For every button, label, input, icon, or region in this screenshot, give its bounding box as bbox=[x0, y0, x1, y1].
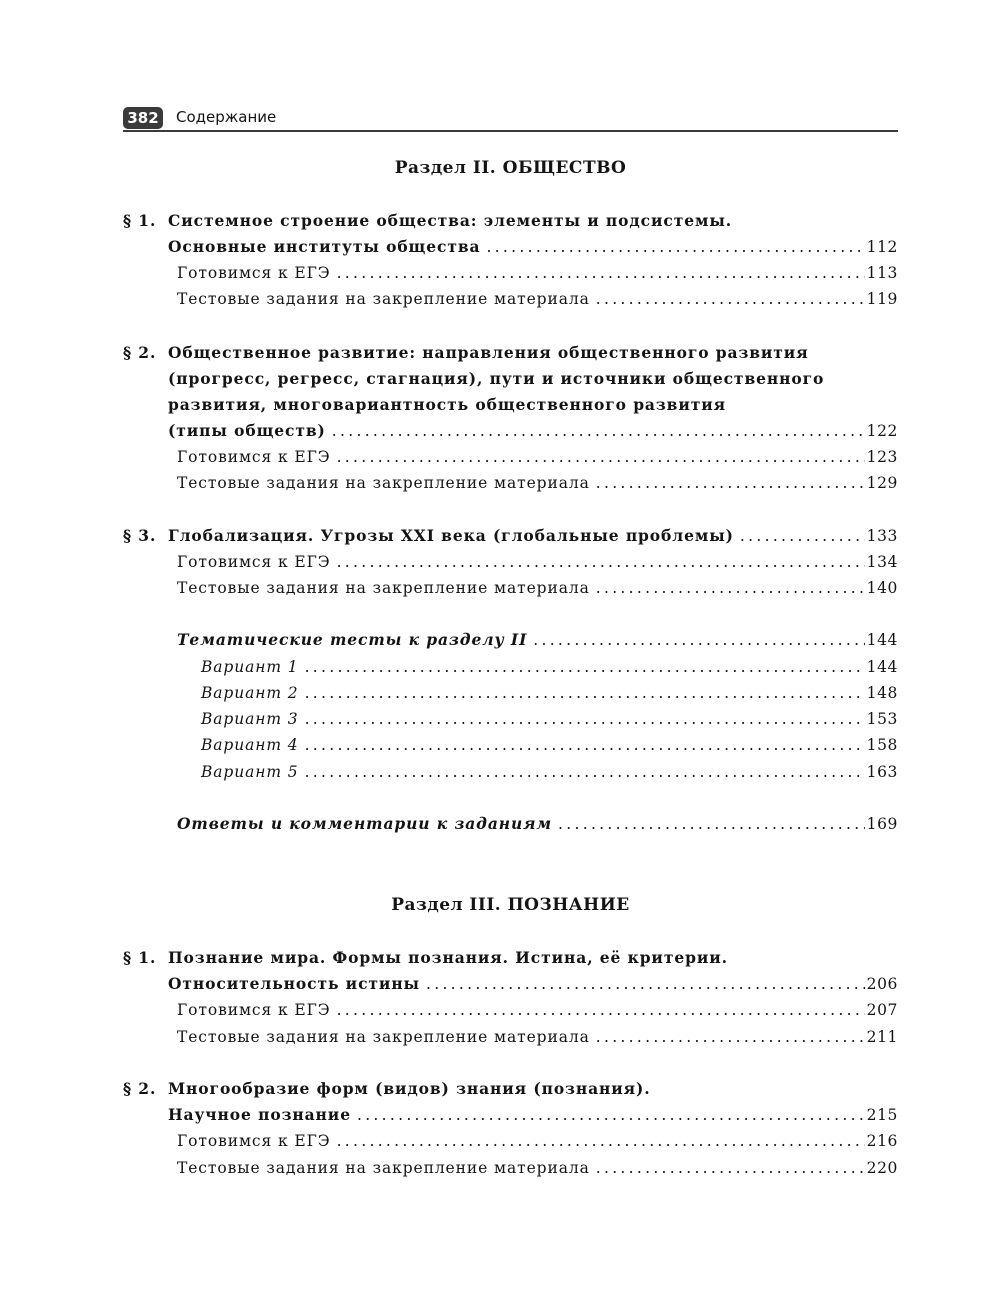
subentry-label: Тестовые задания на закрепление материала bbox=[177, 579, 590, 597]
subentry-label: Тестовые задания на закрепление материала bbox=[177, 1159, 590, 1177]
page-ref: 153 bbox=[866, 710, 898, 728]
page-ref: 140 bbox=[866, 579, 898, 597]
dot-leader bbox=[740, 523, 865, 549]
page-ref: 144 bbox=[866, 658, 898, 676]
toc-entry-thematic-tests[interactable] bbox=[177, 627, 898, 653]
toc-entry-answers[interactable] bbox=[177, 811, 898, 837]
toc-entry-s3-p1-tests[interactable] bbox=[177, 1024, 898, 1050]
toc-entry-s2-p3[interactable] bbox=[123, 523, 898, 549]
dot-leader bbox=[305, 732, 865, 758]
page-ref: 123 bbox=[866, 448, 898, 466]
dot-leader bbox=[596, 1024, 865, 1050]
page-ref: 169 bbox=[866, 815, 898, 833]
toc-entry-variant-3[interactable] bbox=[201, 706, 898, 732]
subentry-label: Тестовые задания на закрепление материала bbox=[177, 1028, 590, 1046]
running-header bbox=[123, 106, 898, 132]
page-ref: 211 bbox=[866, 1028, 898, 1046]
dot-leader bbox=[486, 234, 864, 260]
paragraph-title: Системное строение общества: элементы и подсистемы. bbox=[168, 211, 733, 230]
paragraph-title-cont: (прогресс, регресс, стагнация), пути и источники общественного bbox=[168, 369, 825, 388]
toc-entry-variant-2[interactable] bbox=[201, 680, 898, 706]
toc-entry-s3-p1[interactable] bbox=[168, 971, 898, 997]
toc-entry-s3-p2[interactable] bbox=[168, 1102, 898, 1128]
running-title: Содержание bbox=[176, 108, 277, 126]
dot-leader bbox=[305, 759, 865, 785]
paragraph-title-cont: (типы обществ) bbox=[168, 421, 326, 440]
toc-entry-variant-1[interactable] bbox=[201, 654, 898, 680]
subentry-label: Готовимся к ЕГЭ bbox=[177, 1001, 331, 1019]
paragraph-number: § 1. bbox=[123, 211, 157, 230]
subentry-label: Готовимся к ЕГЭ bbox=[177, 1132, 331, 1150]
dot-leader bbox=[305, 706, 865, 732]
paragraph-number: § 2. bbox=[123, 343, 157, 362]
variant-label: Вариант 3 bbox=[201, 710, 299, 728]
dot-leader bbox=[305, 680, 865, 706]
dot-leader bbox=[596, 575, 865, 601]
variant-label: Вариант 1 bbox=[201, 658, 299, 676]
section-title-3: Раздел III. ПОЗНАНИЕ bbox=[391, 895, 630, 915]
paragraph-title: Общественное развитие: направления общественного развития bbox=[168, 343, 809, 362]
toc-entry-s2-p1-ege[interactable] bbox=[177, 260, 898, 286]
page-ref: 163 bbox=[866, 763, 898, 781]
paragraph-title-cont: Основные институты общества bbox=[168, 237, 481, 256]
dot-leader bbox=[596, 1155, 865, 1181]
toc-entry-s2-p1[interactable] bbox=[168, 234, 898, 260]
toc-entry-variant-5[interactable] bbox=[201, 759, 898, 785]
page-ref: 220 bbox=[866, 1159, 898, 1177]
paragraph-title: Глобализация. Угрозы XXI века (глобальные проблемы) bbox=[168, 526, 734, 545]
toc-entry-s2-p1-title[interactable] bbox=[123, 208, 898, 234]
dot-leader bbox=[558, 811, 865, 837]
toc-entry-s2-p2-title[interactable] bbox=[123, 340, 898, 366]
thematic-tests-label: Тематические тесты к разделу II bbox=[177, 630, 528, 649]
subentry-label: Готовимся к ЕГЭ bbox=[177, 448, 331, 466]
page-ref: 112 bbox=[866, 238, 898, 256]
paragraph-title: Познание мира. Формы познания. Истина, её критерии. bbox=[168, 948, 728, 967]
page-ref: 134 bbox=[866, 553, 898, 571]
toc-entry-s2-p2-title-line2 bbox=[168, 366, 898, 392]
page-ref: 207 bbox=[866, 1001, 898, 1019]
page-ref: 158 bbox=[866, 736, 898, 754]
toc-entry-s3-p2-ege[interactable] bbox=[177, 1128, 898, 1154]
page-number-badge: 382 bbox=[123, 107, 163, 129]
toc-entry-s3-p2-title[interactable] bbox=[123, 1076, 898, 1102]
toc-entry-s3-p1-title[interactable] bbox=[123, 945, 898, 971]
page-ref: 113 bbox=[866, 264, 898, 282]
subentry-label: Тестовые задания на закрепление материала bbox=[177, 474, 590, 492]
dot-leader bbox=[337, 997, 865, 1023]
page-ref: 144 bbox=[866, 631, 898, 649]
subentry-label: Готовимся к ЕГЭ bbox=[177, 553, 331, 571]
dot-leader bbox=[305, 654, 865, 680]
toc-entry-s2-p2-title-line3 bbox=[168, 392, 898, 418]
page-ref: 206 bbox=[866, 975, 898, 993]
toc-entry-variant-4[interactable] bbox=[201, 732, 898, 758]
page-ref: 216 bbox=[866, 1132, 898, 1150]
toc-entry-s2-p2-tests[interactable] bbox=[177, 470, 898, 496]
variant-label: Вариант 4 bbox=[201, 736, 299, 754]
paragraph-title-cont: Относительность истины bbox=[168, 974, 420, 993]
toc-entry-s3-p1-ege[interactable] bbox=[177, 997, 898, 1023]
subentry-label: Тестовые задания на закрепление материала bbox=[177, 290, 590, 308]
dot-leader bbox=[426, 971, 865, 997]
dot-leader bbox=[332, 418, 865, 444]
dot-leader bbox=[337, 260, 865, 286]
page-ref: 129 bbox=[866, 474, 898, 492]
answers-label: Ответы и комментарии к заданиям bbox=[177, 814, 553, 833]
variant-label: Вариант 2 bbox=[201, 684, 299, 702]
toc-entry-s2-p3-tests[interactable] bbox=[177, 575, 898, 601]
paragraph-number: § 1. bbox=[123, 948, 157, 967]
dot-leader bbox=[357, 1102, 865, 1128]
paragraph-title-cont: Научное познание bbox=[168, 1105, 351, 1124]
page-ref: 148 bbox=[866, 684, 898, 702]
paragraph-title-cont: развития, многовариантность общественного развития bbox=[168, 395, 726, 414]
page-ref: 122 bbox=[866, 422, 898, 440]
variant-label: Вариант 5 bbox=[201, 763, 299, 781]
page-ref: 133 bbox=[866, 527, 898, 545]
dot-leader bbox=[337, 444, 865, 470]
toc-entry-s2-p2-ege[interactable] bbox=[177, 444, 898, 470]
toc-entry-s3-p2-tests[interactable] bbox=[177, 1155, 898, 1181]
dot-leader bbox=[596, 286, 865, 312]
paragraph-number: § 2. bbox=[123, 1079, 157, 1098]
dot-leader bbox=[596, 470, 865, 496]
paragraph-number: § 3. bbox=[123, 526, 157, 545]
section-title-2: Раздел II. ОБЩЕСТВО bbox=[394, 158, 627, 178]
toc-entry-s2-p3-ege[interactable] bbox=[177, 549, 898, 575]
toc-entry-s2-p2[interactable] bbox=[168, 418, 898, 444]
page-ref: 215 bbox=[866, 1106, 898, 1124]
page-ref: 119 bbox=[866, 290, 898, 308]
dot-leader bbox=[337, 1128, 865, 1154]
dot-leader bbox=[533, 627, 864, 653]
dot-leader bbox=[337, 549, 865, 575]
paragraph-title: Многообразие форм (видов) знания (познания). bbox=[168, 1079, 651, 1098]
toc-entry-s2-p1-tests[interactable] bbox=[177, 286, 898, 312]
subentry-label: Готовимся к ЕГЭ bbox=[177, 264, 331, 282]
